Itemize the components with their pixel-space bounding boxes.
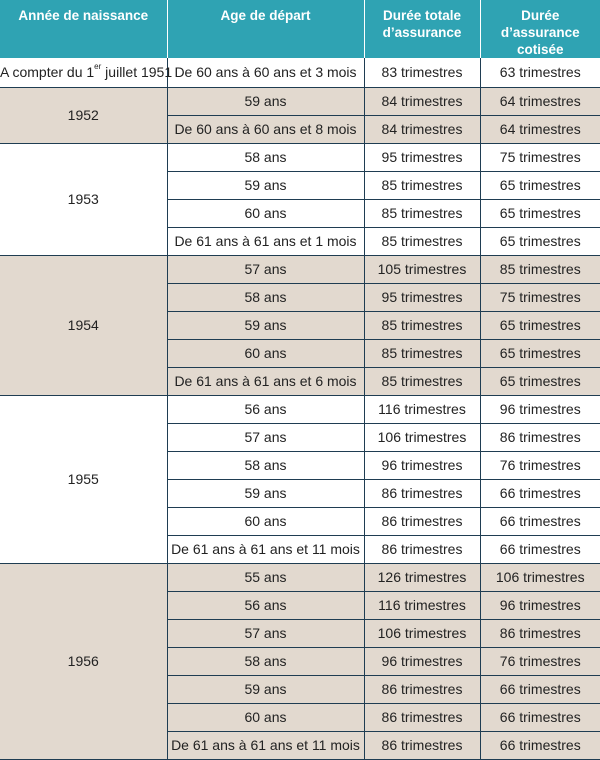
age-cell: 56 ans	[167, 395, 364, 423]
total-cell: 86 trimestres	[364, 703, 480, 731]
cotisee-cell: 106 trimestres	[480, 563, 600, 591]
header-total: Durée totale d’assurance	[364, 0, 480, 58]
total-cell: 86 trimestres	[364, 731, 480, 759]
total-cell: 126 trimestres	[364, 563, 480, 591]
age-cell: 56 ans	[167, 591, 364, 619]
cotisee-cell: 75 trimestres	[480, 283, 600, 311]
total-cell: 116 trimestres	[364, 395, 480, 423]
total-cell: 86 trimestres	[364, 675, 480, 703]
age-cell: 59 ans	[167, 479, 364, 507]
age-cell: 59 ans	[167, 171, 364, 199]
header-row	[0, 0, 600, 58]
cotisee-cell: 86 trimestres	[480, 423, 600, 451]
age-cell: De 60 ans à 60 ans et 8 mois	[167, 115, 364, 143]
age-cell: 59 ans	[167, 87, 364, 115]
age-cell: 58 ans	[167, 451, 364, 479]
header-age: Age de départ	[167, 0, 364, 58]
cotisee-cell: 66 trimestres	[480, 675, 600, 703]
total-cell: 116 trimestres	[364, 591, 480, 619]
age-cell: 58 ans	[167, 143, 364, 171]
total-cell: 85 trimestres	[364, 171, 480, 199]
year-suffix: juillet 1951	[101, 64, 173, 81]
age-cell: 60 ans	[167, 703, 364, 731]
header-cotisee: Durée d’assurance cotisée	[480, 0, 600, 58]
cotisee-cell: 65 trimestres	[480, 199, 600, 227]
age-cell: 60 ans	[167, 199, 364, 227]
age-cell: De 61 ans à 61 ans et 11 mois	[167, 731, 364, 759]
age-cell: 60 ans	[167, 507, 364, 535]
cotisee-cell: 86 trimestres	[480, 619, 600, 647]
total-cell: 95 trimestres	[364, 283, 480, 311]
total-cell: 85 trimestres	[364, 199, 480, 227]
table-row	[0, 58, 600, 87]
cotisee-cell: 64 trimestres	[480, 87, 600, 115]
year-sup: er	[94, 62, 102, 72]
table-row	[0, 143, 600, 171]
total-cell: 106 trimestres	[364, 619, 480, 647]
total-cell: 86 trimestres	[364, 535, 480, 563]
age-cell: De 61 ans à 61 ans et 1 mois	[167, 227, 364, 255]
header-year: Année de naissance	[0, 0, 167, 58]
cotisee-cell: 76 trimestres	[480, 451, 600, 479]
cotisee-cell: 66 trimestres	[480, 507, 600, 535]
table-row	[0, 395, 600, 423]
total-cell: 85 trimestres	[364, 367, 480, 395]
age-cell: 59 ans	[167, 311, 364, 339]
year-cell: 1954	[0, 255, 167, 395]
cotisee-cell: 85 trimestres	[480, 255, 600, 283]
table-row	[0, 563, 600, 591]
cotisee-cell: 65 trimestres	[480, 171, 600, 199]
cotisee-cell: 65 trimestres	[480, 227, 600, 255]
cotisee-cell: 76 trimestres	[480, 647, 600, 675]
age-cell: 58 ans	[167, 647, 364, 675]
cotisee-cell: 66 trimestres	[480, 731, 600, 759]
cotisee-cell: 63 trimestres	[480, 58, 600, 87]
year-cell: 1955	[0, 395, 167, 563]
total-cell: 86 trimestres	[364, 507, 480, 535]
cotisee-cell: 64 trimestres	[480, 115, 600, 143]
cotisee-cell: 65 trimestres	[480, 311, 600, 339]
cotisee-cell: 66 trimestres	[480, 535, 600, 563]
age-cell: De 61 ans à 61 ans et 11 mois	[167, 535, 364, 563]
total-cell: 83 trimestres	[364, 58, 480, 87]
total-cell: 105 trimestres	[364, 255, 480, 283]
cotisee-cell: 75 trimestres	[480, 143, 600, 171]
cotisee-cell: 66 trimestres	[480, 703, 600, 731]
age-cell: 57 ans	[167, 423, 364, 451]
age-cell: 55 ans	[167, 563, 364, 591]
age-cell: 57 ans	[167, 619, 364, 647]
total-cell: 106 trimestres	[364, 423, 480, 451]
age-cell: 60 ans	[167, 339, 364, 367]
total-cell: 96 trimestres	[364, 451, 480, 479]
cotisee-cell: 65 trimestres	[480, 367, 600, 395]
age-cell: De 61 ans à 61 ans et 6 mois	[167, 367, 364, 395]
cotisee-cell: 65 trimestres	[480, 339, 600, 367]
age-cell: 57 ans	[167, 255, 364, 283]
table-row	[0, 255, 600, 283]
year-cell	[0, 58, 173, 87]
total-cell: 85 trimestres	[364, 339, 480, 367]
cotisee-cell: 96 trimestres	[480, 591, 600, 619]
total-cell: 84 trimestres	[364, 115, 480, 143]
age-cell: De 60 ans à 60 ans et 3 mois	[167, 58, 364, 87]
age-cell: 59 ans	[167, 675, 364, 703]
year-cell: 1956	[0, 563, 167, 759]
age-cell: 58 ans	[167, 283, 364, 311]
year-cell: 1952	[0, 87, 167, 143]
year-prefix: A compter du 1	[0, 64, 95, 81]
total-cell: 84 trimestres	[364, 87, 480, 115]
cotisee-cell: 96 trimestres	[480, 395, 600, 423]
year-cell: 1953	[0, 143, 167, 255]
total-cell: 85 trimestres	[364, 227, 480, 255]
table-row	[0, 87, 600, 115]
total-cell: 86 trimestres	[364, 479, 480, 507]
cotisee-cell: 66 trimestres	[480, 479, 600, 507]
total-cell: 96 trimestres	[364, 647, 480, 675]
total-cell: 85 trimestres	[364, 311, 480, 339]
total-cell: 95 trimestres	[364, 143, 480, 171]
